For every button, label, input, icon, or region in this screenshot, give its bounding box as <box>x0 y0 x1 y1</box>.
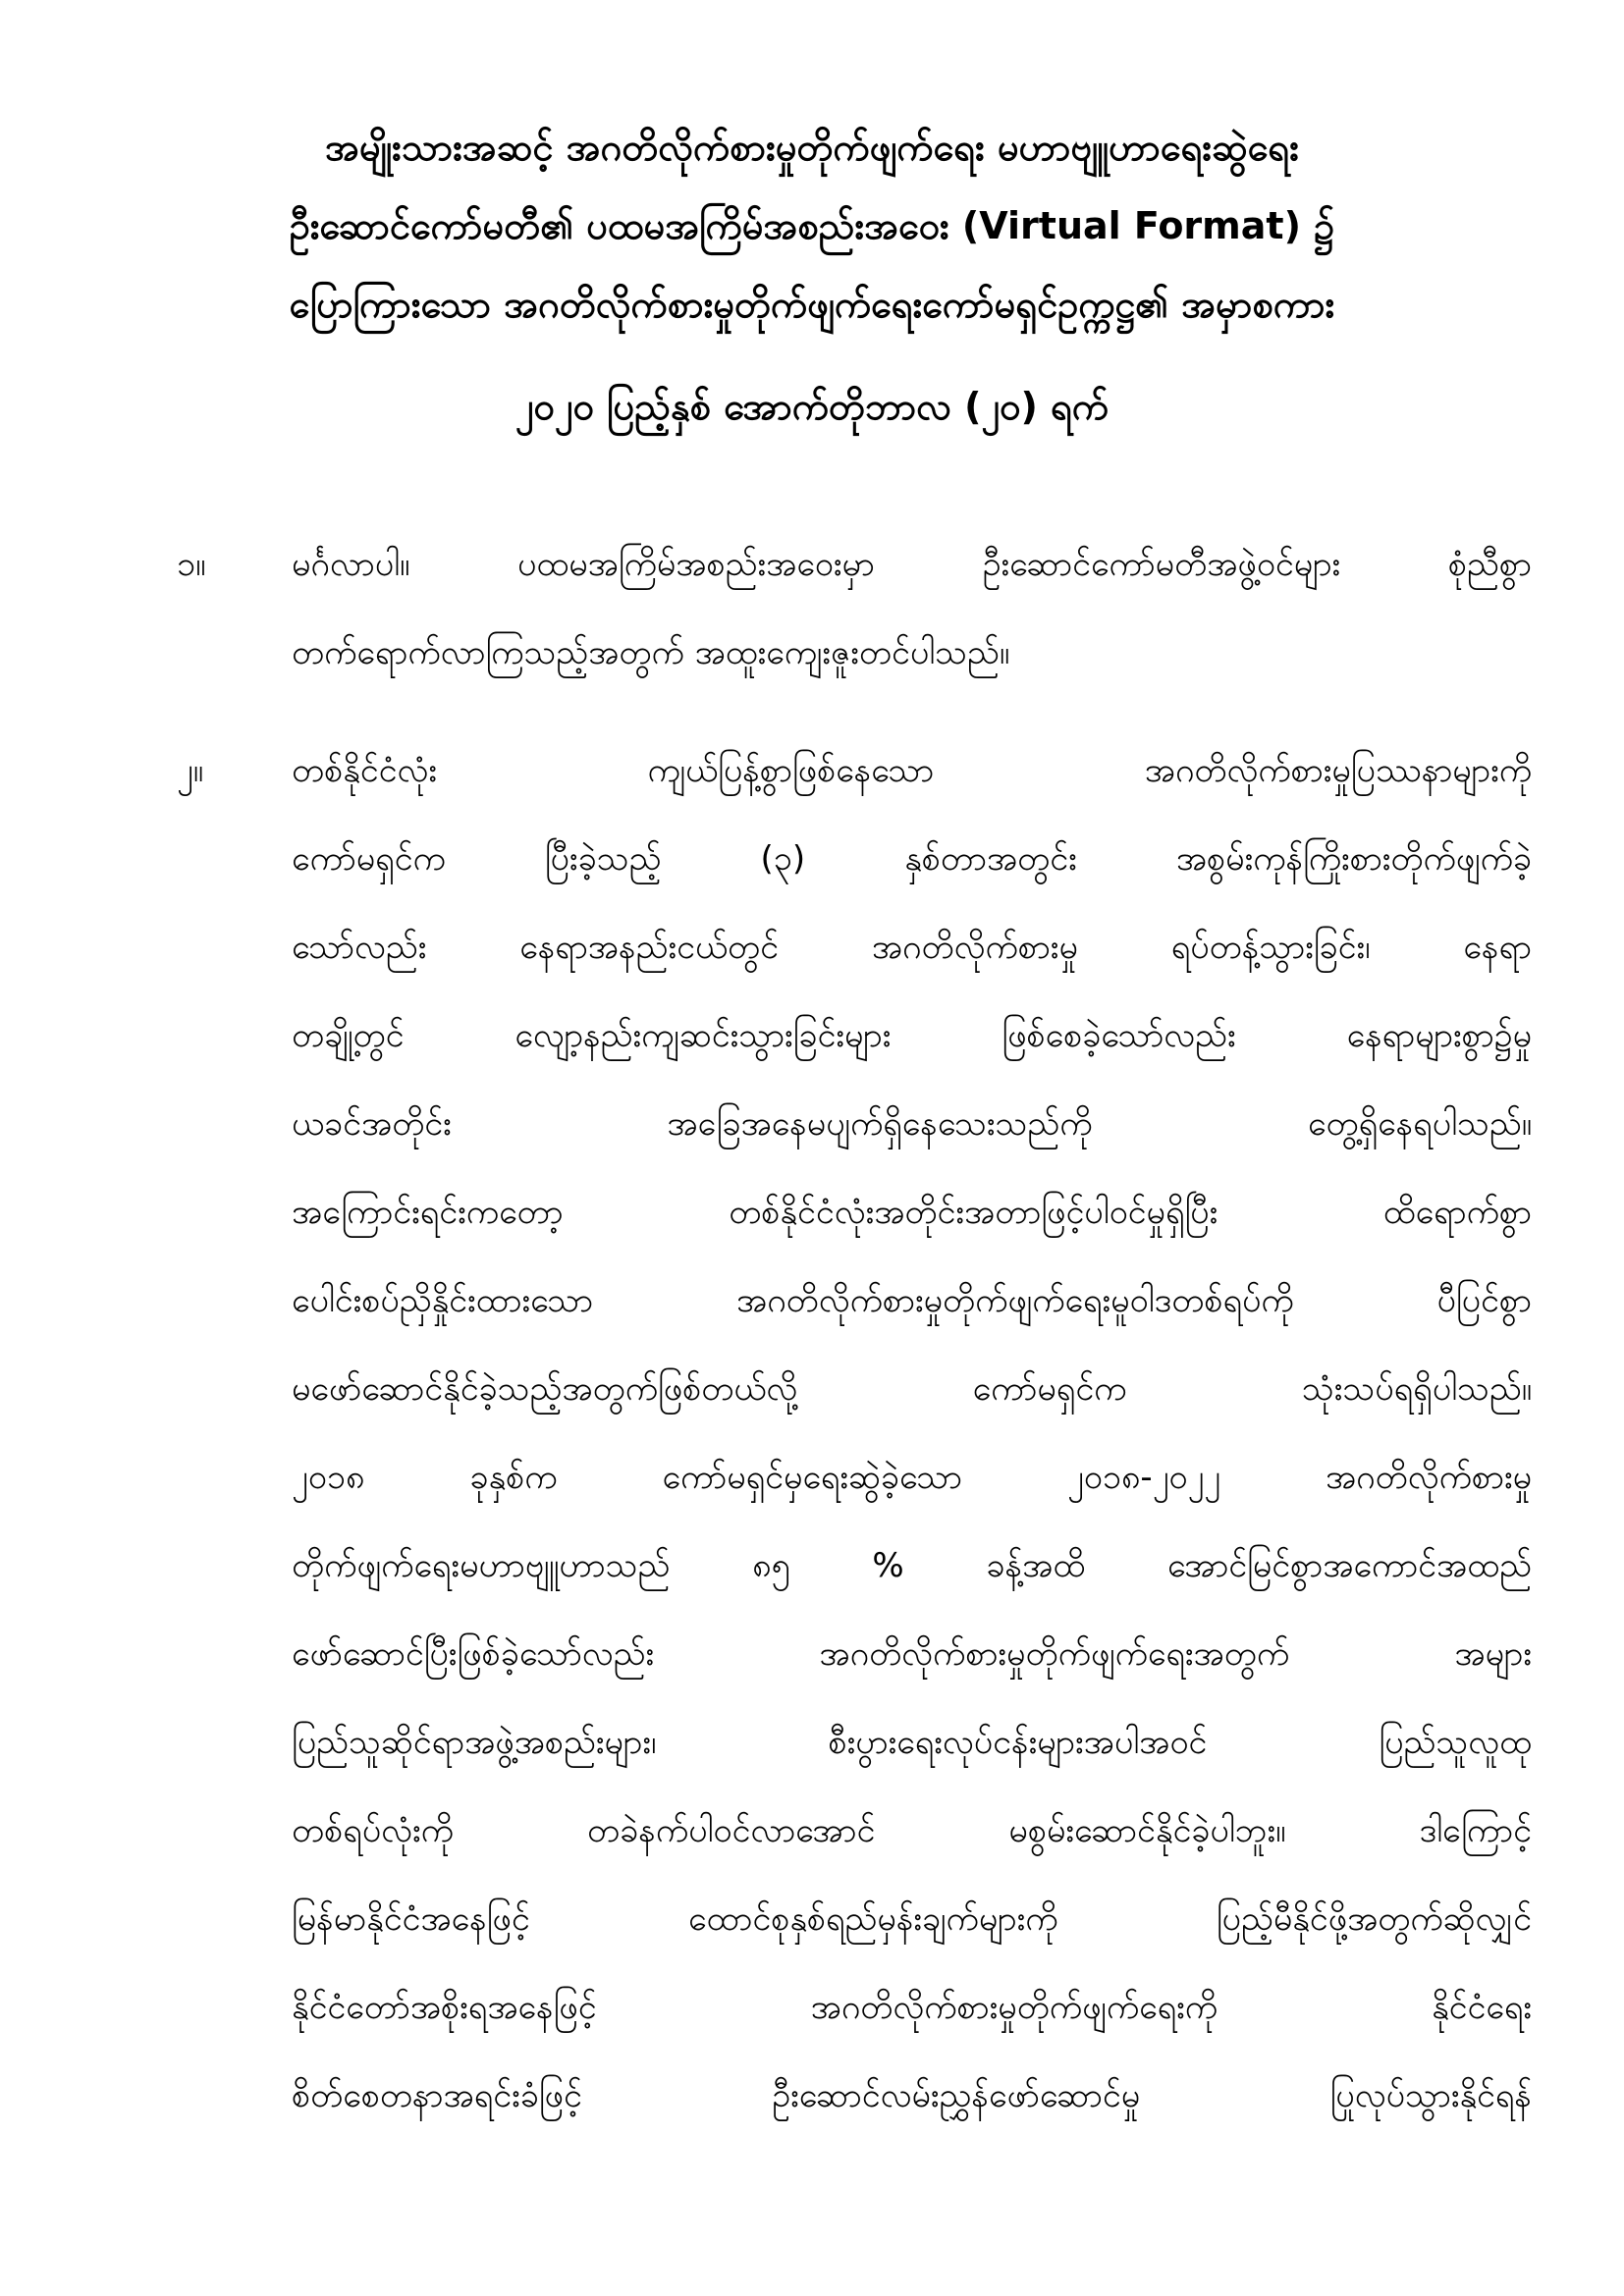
paragraph-body <box>292 520 1532 697</box>
paragraph-line: တစ်နိုင်ငံလုံး ကျယ်ပြန့်စွာဖြစ်နေသော အဂတိလိုက်စားမှုပြဿနာများကို <box>292 751 1532 790</box>
speech-date: ၂၀၂၀ ပြည့်နှစ် အောက်တိုဘာလ (၂၀) ရက် <box>514 385 1110 428</box>
paragraph-line: ၂၀၁၈ ခုနှစ်က ကော်မရှင်မှရေးဆွဲခဲ့သော ၂၀၁၈-၂၀၂၂ အဂတိလိုက်စားမှု <box>292 1458 1532 1497</box>
title-line-2: ဦးဆောင်ကော်မတီ၏ ပထမအကြိမ်အစည်းအဝေး (Virtual Format) ၌ <box>289 204 1335 247</box>
paragraph-line: ဖော်ဆောင်ပြီးဖြစ်ခဲ့သော်လည်း အဂတိလိုက်စားမှုတိုက်ဖျက်ရေးအတွက် အများ <box>292 1634 1532 1674</box>
paragraph-line: နိုင်ငံတော်အစိုးရအနေဖြင့် အဂတိလိုက်စားမှုတိုက်ဖျက်ရေးကို နိုင်ငံရေး <box>292 1988 1532 2027</box>
paragraph-line: တက်ရောက်လာကြသည့်အတွက် အထူးကျေးဇူးတင်ပါသည်။ <box>292 633 1010 672</box>
paragraph-line: သော်လည်း နေရာအနည်းငယ်တွင် အဂတိလိုက်စားမှု ရပ်တန့်သွားခြင်း၊ နေရာ <box>292 928 1532 967</box>
paragraph-line: ပေါင်းစပ်ညှိနှိုင်းထားသော အဂတိလိုက်စားမှုတိုက်ဖျက်ရေးမူဝါဒတစ်ရပ်ကို ပီပြင်စွာ <box>292 1281 1532 1320</box>
paragraph-number: ၂။ <box>177 751 203 790</box>
paragraph-line: ပြည်သူဆိုင်ရာအဖွဲ့အစည်းများ၊ စီးပွားရေးလုပ်ငန်းများအပါအဝင် ပြည်သူလူထု <box>292 1723 1532 1762</box>
paragraph-line: ကော်မရှင်က ပြီးခဲ့သည့် (၃) နှစ်တာအတွင်း အစွမ်းကုန်ကြိုးစားတိုက်ဖျက်ခဲ့ <box>292 839 1532 879</box>
paragraph-line: ယခင်အတိုင်း အခြေအနေမပျက်ရှိနေသေးသည်ကို တွေ့ရှိနေရပါသည်။ <box>292 1104 1532 1144</box>
paragraph-1 <box>177 520 1532 697</box>
title-line-1: အမျိုးသားအဆင့် အဂတိလိုက်စားမှုတိုက်ဖျက်ရေး မဟာဗျူဟာရေးဆွဲရေး <box>325 126 1299 169</box>
title-line-3: ပြောကြားသော အဂတိလိုက်စားမှုတိုက်ဖျက်ရေးကော်မရှင်ဥက္ကဋ္ဌ၏ အမှာစကား <box>289 283 1335 326</box>
paragraph-line: တချို့တွင် လျော့နည်းကျဆင်းသွားခြင်းများ ဖြစ်စေခဲ့သော်လည်း နေရာများစွာ၌မှု <box>292 1016 1532 1055</box>
paragraph-line: တစ်ရပ်လုံးကို တခဲနက်ပါဝင်လာအောင် မစွမ်းဆောင်နိုင်ခဲ့ပါဘူး။ ဒါကြောင့် <box>292 1811 1532 1850</box>
paragraph-body <box>292 726 1532 2140</box>
paragraph-line: မင်္ဂလာပါ။ ပထမအကြိမ်အစည်းအဝေးမှာ ဦးဆောင်ကော်မတီအဖွဲ့ဝင်များ စုံညီစွာ <box>292 545 1532 584</box>
paragraph-line: မဖော်ဆောင်နိုင်ခဲ့သည့်အတွက်ဖြစ်တယ်လို့ ကော်မရှင်က သုံးသပ်ရရှိပါသည်။ <box>292 1369 1532 1409</box>
paragraph-line: မြန်မာနိုင်ငံအနေဖြင့် ထောင်စုနှစ်ရည်မှန်းချက်များကို ပြည့်မီနိုင်ဖို့အတွက်ဆိုလျှင် <box>292 1899 1532 1939</box>
paragraph-2 <box>177 726 1532 2150</box>
paragraph-line: တိုက်ဖျက်ရေးမဟာဗျူဟာသည် ၈၅ % ခန့်အထိ အောင်မြင်စွာအကောင်အထည် <box>292 1546 1532 1585</box>
paragraph-line: စိတ်စေတနာအရင်းခံဖြင့် ဦးဆောင်လမ်းညွှန်ဖော်ဆောင်မှု ပြုလုပ်သွားနိုင်ရန် <box>292 2076 1532 2115</box>
document-header <box>147 108 1477 446</box>
paragraph-number: ၁။ <box>177 545 206 584</box>
paragraph-line: အကြောင်းရင်းကတော့ တစ်နိုင်ငံလုံးအတိုင်းအတာဖြင့်ပါဝင်မှုရှိပြီး ထိရောက်စွာ <box>292 1193 1532 1232</box>
